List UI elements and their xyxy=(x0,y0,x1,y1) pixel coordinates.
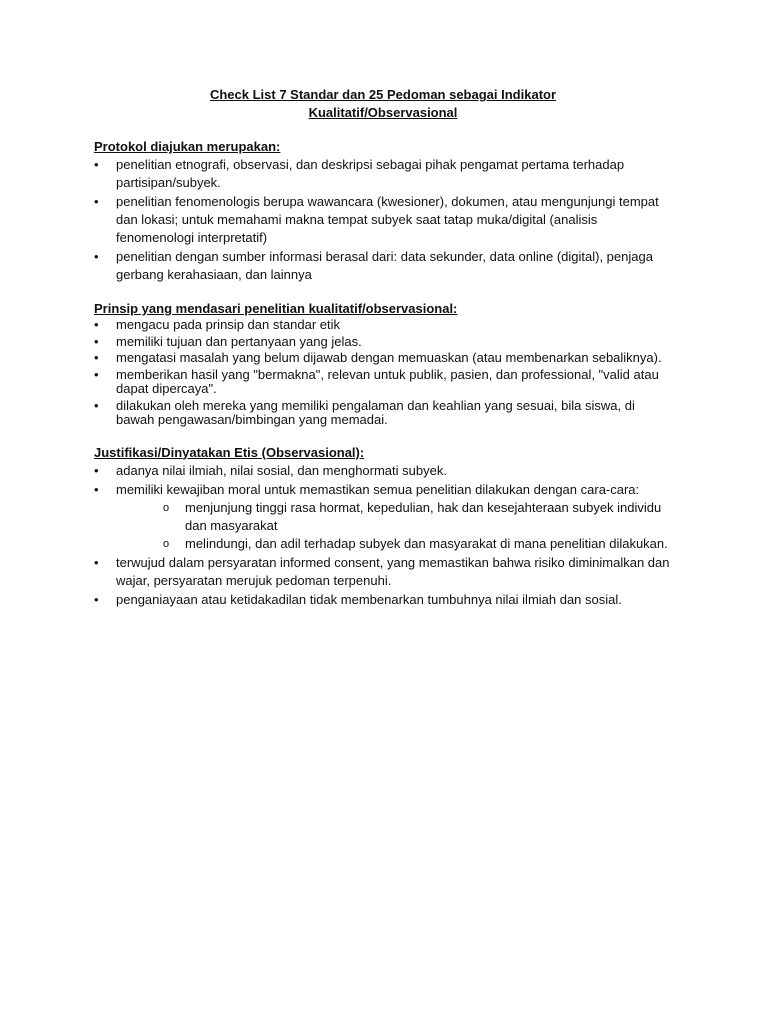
bullet-list xyxy=(94,462,672,609)
section-heading: Prinsip yang mendasari penelitian kualitatif/observasional: xyxy=(94,301,458,316)
section-heading: Protokol diajukan merupakan: xyxy=(94,139,281,154)
list-item: • dilakukan oleh mereka yang memiliki pengalaman dan keahlian yang sesuai, bila siswa, di bawah pengawasan/bimbingan yang memadai. xyxy=(94,399,672,428)
list-item: • adanya nilai ilmiah, nilai sosial, dan menghormati subyek. xyxy=(94,462,672,480)
document-title xyxy=(94,86,672,122)
list-item: • mengacu pada prinsip dan standar etik xyxy=(94,318,672,333)
list-item: • penganiayaan atau ketidakadilan tidak membenarkan tumbuhnya nilai ilmiah dan sosial. xyxy=(94,591,672,609)
sub-list xyxy=(116,499,672,553)
section-heading: Justifikasi/Dinyatakan Etis (Observasional): xyxy=(94,444,365,460)
section-protokol xyxy=(94,138,672,284)
title-line-2: Kualitatif/Observasional xyxy=(308,105,458,120)
sub-list-item: o melindungi, dan adil terhadap subyek dan masyarakat di mana penelitian dilakukan. xyxy=(163,535,672,553)
bullet-list xyxy=(94,156,672,284)
list-item: • memberikan hasil yang "bermakna", relevan untuk publik, pasien, dan professional, "valid atau dapat dipercaya". xyxy=(94,368,672,397)
section-justifikasi xyxy=(94,444,672,609)
list-item: • terwujud dalam persyaratan informed consent, yang memastikan bahwa risiko diminimalkan dan wajar, persyaratan merujuk pedoman terpenuhi. xyxy=(94,554,672,590)
list-item: • penelitian fenomenologis berupa wawancara (kwesioner), dokumen, atau mengunjungi tempat dan lokasi; untuk memahami makna tempat subyek saat tatap muka/digital (analisis fenomenologi interpretatif) xyxy=(94,193,672,247)
title-line-1: Check List 7 Standar dan 25 Pedoman sebagai Indikator xyxy=(209,87,557,102)
list-item: • penelitian etnografi, observasi, dan deskripsi sebagai pihak pengamat pertama terhadap partisipan/subyek. xyxy=(94,156,672,192)
list-item: • memiliki tujuan dan pertanyaan yang jelas. xyxy=(94,335,672,350)
list-item: • penelitian dengan sumber informasi berasal dari: data sekunder, data online (digital), penjaga gerbang kerahasiaan, dan lainnya xyxy=(94,248,672,284)
sub-list-item: o menjunjung tinggi rasa hormat, kepedulian, hak dan kesejahteraan subyek individu dan masyarakat xyxy=(163,499,672,535)
section-prinsip xyxy=(94,300,672,428)
list-item: • mengatasi masalah yang belum dijawab dengan memuaskan (atau membenarkan sebaliknya). xyxy=(94,351,672,366)
bullet-list xyxy=(94,318,672,428)
list-item: • memiliki kewajiban moral untuk memastikan semua penelitian dilakukan dengan cara-cara: o menjunjung tinggi rasa hormat, kepedulian, hak dan kesejahteraan subyek individu dan masyarakat o melindungi, dan adil terhadap subyek dan masyarakat di mana penelitian dilakukan. xyxy=(94,481,672,553)
